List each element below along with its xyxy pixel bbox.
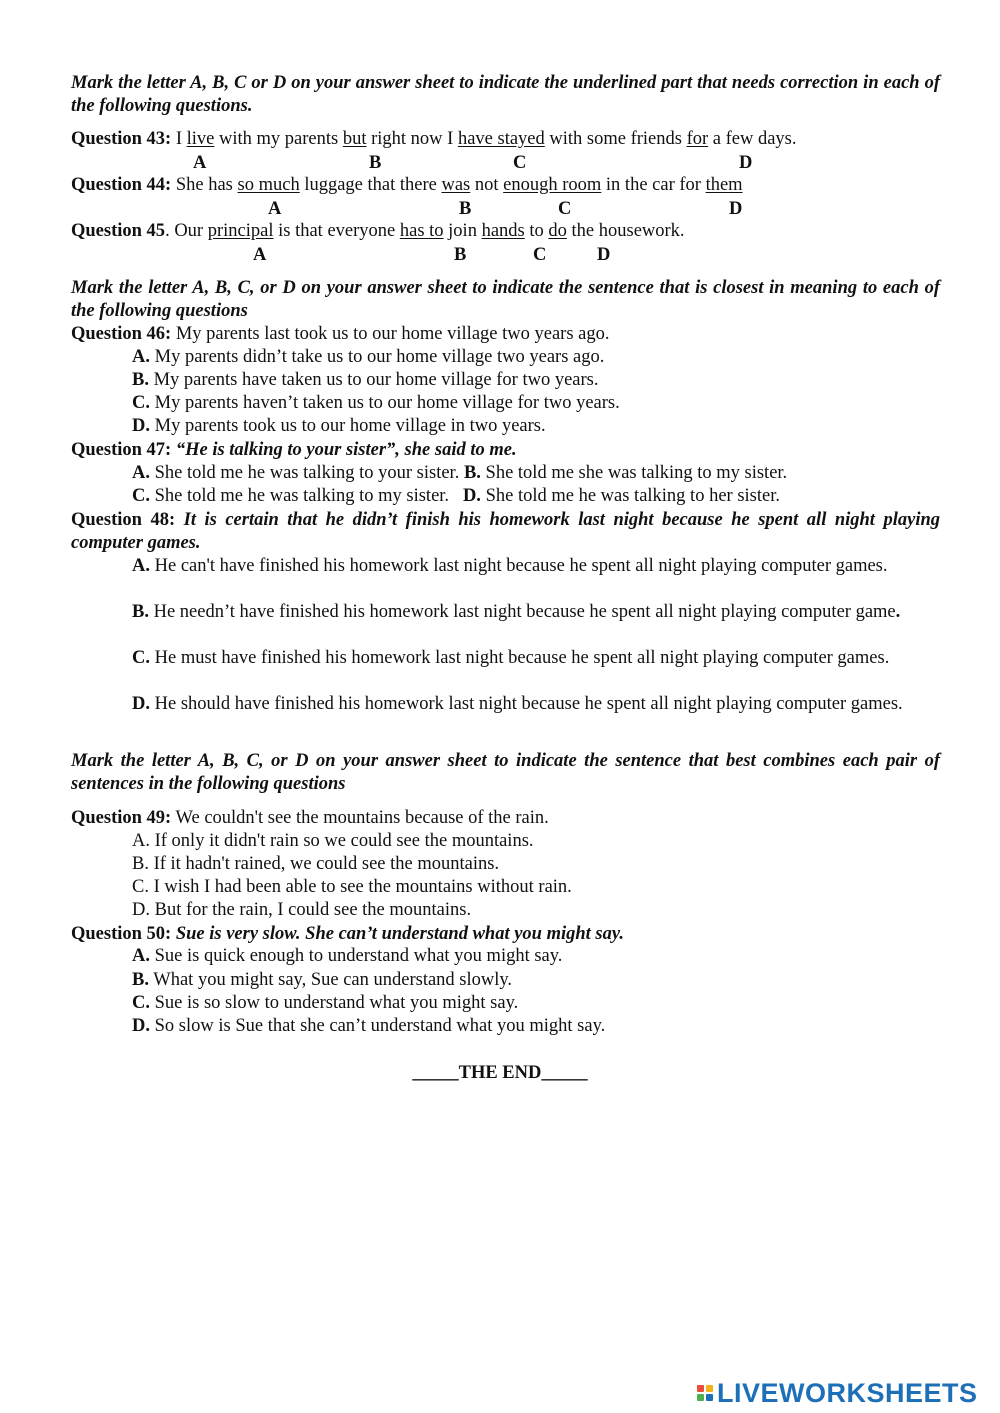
option-text: He must have finished his homework last night because he spent all night playing computer games. (150, 648, 890, 668)
question-50 (71, 923, 624, 946)
option-letter-a: A (193, 153, 207, 173)
text: to (524, 221, 549, 241)
text: She has (171, 175, 238, 195)
option-letter-d: D (729, 199, 743, 219)
question-label: Question 44: (71, 175, 172, 195)
text: right now I (366, 129, 458, 149)
option-a[interactable] (132, 463, 464, 483)
text: with some friends (544, 129, 687, 149)
text: join (443, 221, 482, 241)
text: a few days. (708, 129, 797, 149)
option-letter-c: C (558, 199, 572, 219)
option-b[interactable] (132, 969, 512, 992)
option-row-ab (132, 462, 787, 485)
option-letter-a: A (268, 199, 282, 219)
question-label: Question 48: (71, 510, 176, 530)
option-d[interactable] (71, 693, 940, 716)
text: . Our (165, 221, 208, 241)
text: not (470, 175, 504, 195)
option-b[interactable] (132, 369, 599, 392)
option-text: He should have finished his homework last night because he spent all night playing computer games. (150, 694, 903, 714)
option-letter-d: D (739, 153, 753, 173)
option-a[interactable] (132, 945, 562, 968)
underline-a: live (186, 129, 215, 149)
question-label: Question 47: (71, 440, 172, 460)
question-46 (71, 323, 609, 346)
option-key: D. (132, 1016, 150, 1036)
option-d[interactable] (132, 415, 546, 438)
option-row-cd (132, 485, 780, 508)
option-c[interactable] (132, 392, 620, 415)
option-key: C. (132, 393, 150, 413)
logo-text: LIVEWORKSHEETS (717, 1377, 978, 1408)
option-text: She told me he was talking to her sister. (480, 486, 780, 506)
question-47 (71, 439, 517, 462)
option-text: She told me he was talking to my sister. (150, 486, 463, 506)
option-d[interactable]: D. But for the rain, I could see the mountains. (132, 900, 472, 920)
underline-a: so much (237, 175, 300, 195)
question-label: Question 45 (71, 221, 166, 241)
question-44 (71, 174, 743, 197)
option-tail: . (895, 602, 901, 622)
underline-b: but (342, 129, 367, 149)
option-letter-a: A (253, 245, 267, 265)
option-text: Sue is so slow to understand what you might say. (150, 993, 519, 1013)
option-a[interactable]: A. If only it didn't rain so we could see the mountains. (132, 831, 534, 851)
logo-square (697, 1394, 704, 1401)
underline-d: for (686, 129, 709, 149)
option-key: B. (132, 370, 149, 390)
question-label: Question 43: (71, 129, 172, 149)
question-text: My parents last took us to our home village two years ago. (171, 324, 610, 344)
option-text: She told me he was talking to your sister. (150, 463, 464, 483)
liveworksheets-logo[interactable] (697, 1378, 978, 1408)
option-key: B. (463, 463, 481, 483)
question-text: We couldn't see the mountains because of the rain. (171, 808, 549, 828)
option-c[interactable] (132, 486, 463, 506)
option-a[interactable] (132, 346, 604, 369)
option-key: C. (132, 648, 150, 668)
option-key: D. (132, 694, 150, 714)
question-49 (71, 807, 549, 830)
option-b[interactable] (71, 601, 940, 624)
option-letter-c: C (513, 153, 527, 173)
logo-square (706, 1394, 713, 1401)
option-c[interactable]: C. I wish I had been able to see the mountains without rain. (132, 877, 572, 897)
option-letter-b: B (369, 153, 382, 173)
option-key: B. (132, 970, 149, 990)
logo-grid-icon (697, 1385, 713, 1401)
option-key: A. (132, 463, 150, 483)
underline-b: has to (399, 221, 444, 241)
text: I (171, 129, 187, 149)
text: is that everyone (273, 221, 400, 241)
option-key: C. (132, 993, 150, 1013)
end-marker: _____THE END_____ (412, 1063, 588, 1083)
option-key: B. (132, 602, 149, 622)
option-b[interactable] (464, 463, 787, 483)
question-text: “He is talking to your sister”, she said to me. (171, 440, 517, 460)
option-key: C. (132, 486, 150, 506)
underline-d: do (548, 221, 567, 241)
instruction-closest-meaning: Mark the letter A, B, C, or D on your answer sheet to indicate the sentence that is closest in meaning to each of the following questions (71, 278, 940, 321)
instruction-error-identification: Mark the letter A, B, C or D on your answer sheet to indicate the underlined part that needs correction in each of the following questions. (71, 73, 940, 116)
question-48 (71, 509, 940, 555)
option-a[interactable] (71, 555, 940, 578)
underline-b: was (441, 175, 471, 195)
option-c[interactable] (132, 992, 518, 1015)
option-text: What you might say, Sue can understand slowly. (148, 970, 513, 990)
question-label: Question 50: (71, 924, 172, 944)
option-text: My parents took us to our home village in two years. (150, 416, 546, 436)
option-letter-d: D (597, 245, 611, 265)
option-b[interactable]: B. If it hadn't rained, we could see the mountains. (132, 854, 500, 874)
option-letter-c: C (533, 245, 547, 265)
option-text: He needn’t have finished his homework last night because he spent all night playing computer game (148, 602, 896, 622)
question-text: It is certain that he didn’t finish his homework last night because he spent all night playing computer games. (71, 510, 940, 553)
option-c[interactable] (71, 647, 940, 670)
option-d[interactable] (463, 486, 780, 506)
option-text: My parents haven’t taken us to our home village for two years. (150, 393, 620, 413)
option-text: She told me she was talking to my sister. (480, 463, 788, 483)
option-key: D. (132, 416, 150, 436)
option-text: So slow is Sue that she can’t understand what you might say. (150, 1016, 606, 1036)
option-key: D. (462, 486, 481, 506)
option-text: He can't have finished his homework last night because he spent all night playing computer games. (150, 556, 888, 576)
option-key: A. (132, 946, 150, 966)
option-text: My parents have taken us to our home village for two years. (148, 370, 599, 390)
option-letter-b: B (454, 245, 467, 265)
option-letter-b: B (459, 199, 472, 219)
underline-a: principal (207, 221, 274, 241)
question-label: Question 46: (71, 324, 172, 344)
logo-square (706, 1385, 713, 1392)
instruction-combine-sentences: Mark the letter A, B, C, or D on your answer sheet to indicate the sentence that best combines each pair of sentences in the following questions (71, 751, 940, 794)
option-key: A. (132, 347, 150, 367)
underline-d: them (705, 175, 743, 195)
option-text: Sue is quick enough to understand what you might say. (150, 946, 563, 966)
text: luggage that there (299, 175, 442, 195)
underline-c: enough room (503, 175, 602, 195)
option-text: My parents didn’t take us to our home village two years ago. (150, 347, 605, 367)
option-d[interactable] (132, 1015, 605, 1038)
question-45 (71, 220, 685, 243)
question-text: Sue is very slow. She can’t understand what you might say. (171, 924, 625, 944)
underline-c: hands (481, 221, 525, 241)
text: the housework. (566, 221, 685, 241)
logo-square (697, 1385, 704, 1392)
text: in the car for (601, 175, 706, 195)
question-43 (71, 128, 797, 151)
text: with my parents (214, 129, 343, 149)
underline-c: have stayed (457, 129, 545, 149)
option-key: A. (132, 556, 150, 576)
question-label: Question 49: (71, 808, 172, 828)
